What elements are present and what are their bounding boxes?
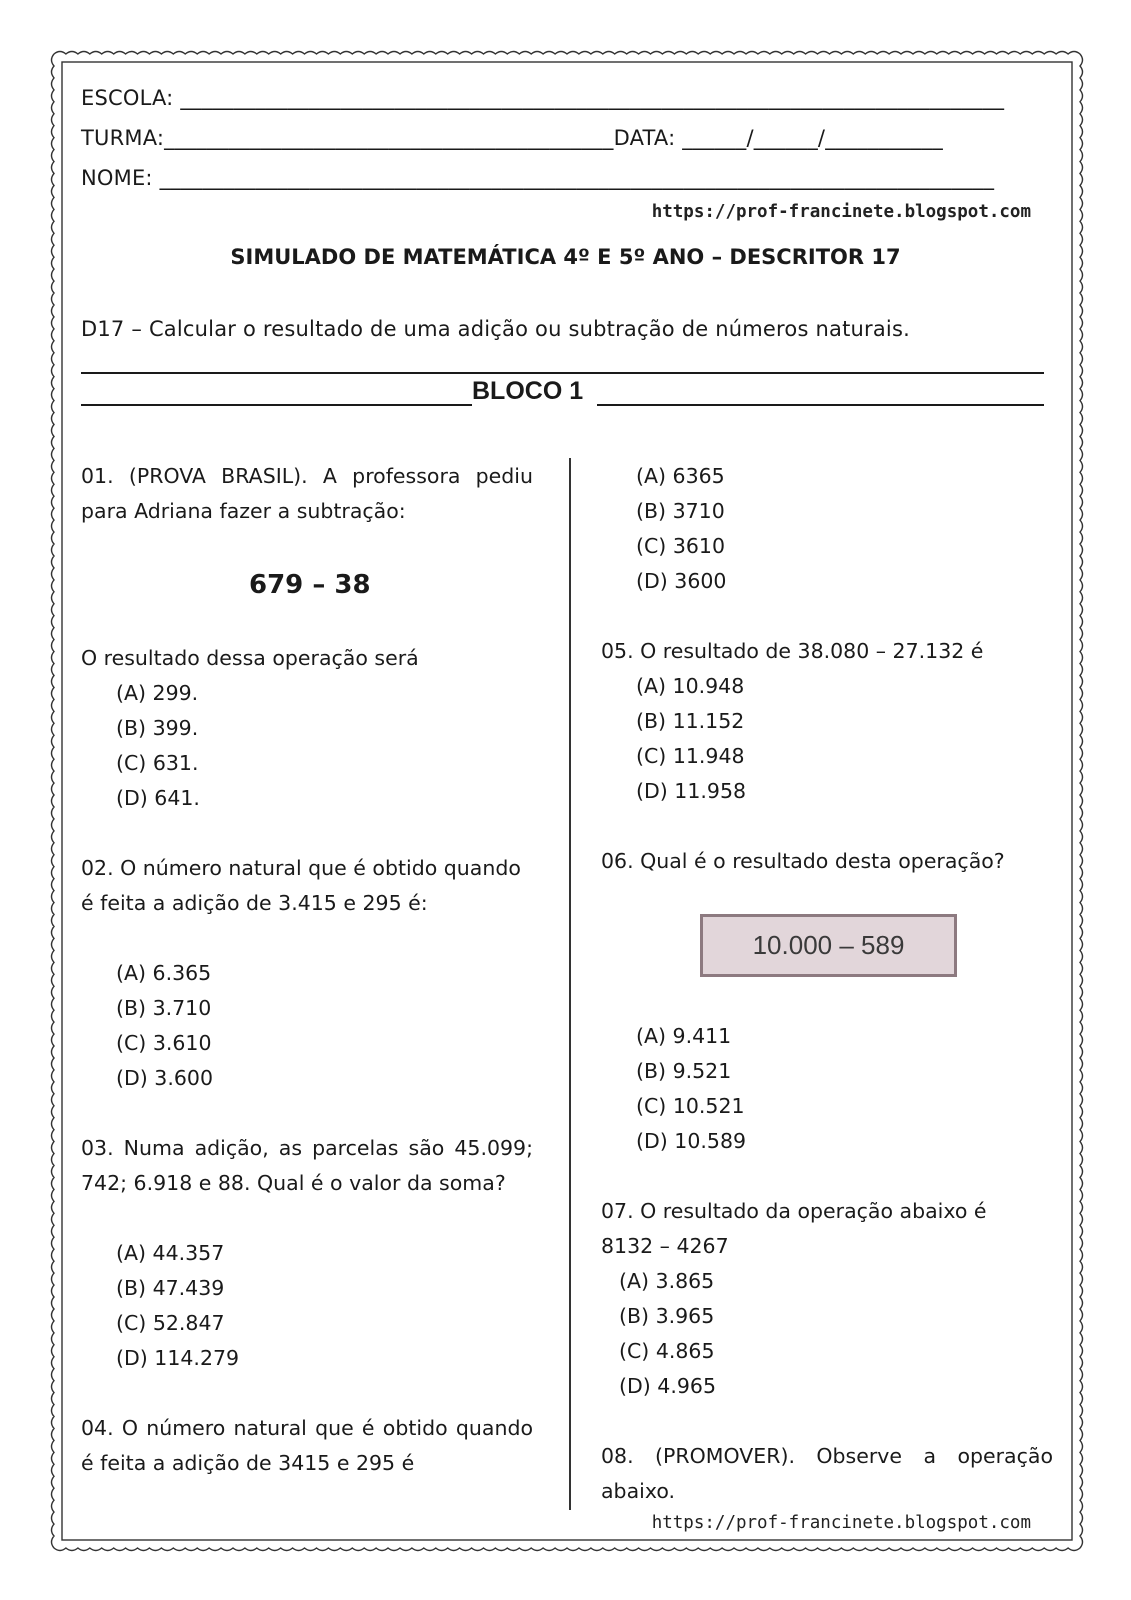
question-text: 08. (PROMOVER). Observe a operação abaixo.	[601, 1444, 1053, 1503]
bloco-label: BLOCO 1	[472, 377, 584, 405]
bloco-left-line	[81, 404, 472, 406]
header-url: https://prof-francinete.blogspot.com	[651, 202, 1031, 222]
option-c: (C) 10.521	[636, 1094, 745, 1118]
question-text: 03. Numa adição, as parcelas são 45.099; 742; 6.918 e 88. Qual é o valor da soma?	[81, 1136, 533, 1195]
option-c: (C) 4.865	[619, 1339, 715, 1363]
option-a: (A) 10.948	[636, 674, 745, 698]
option-b: (B) 3710	[636, 499, 725, 523]
operation-box	[700, 914, 957, 977]
option-c: (C) 11.948	[636, 744, 745, 768]
option-d: (D) 4.965	[619, 1374, 716, 1398]
footer-url: https://prof-francinete.blogspot.com	[651, 1513, 1031, 1533]
option-d: (D) 10.589	[636, 1129, 747, 1153]
question-text: 06. Qual é o resultado desta operação?	[601, 849, 1005, 873]
bloco-right-line	[597, 404, 1044, 406]
option-d: (D) 3600	[636, 569, 727, 593]
option-d: (D) 114.279	[116, 1346, 240, 1370]
option-a: (A) 6365	[636, 464, 725, 488]
option-b: (B) 11.152	[636, 709, 745, 733]
nome-field: NOME: ______________________________________________________________________________	[81, 166, 995, 190]
option-d: (D) 11.958	[636, 779, 747, 803]
question-text: 02. O número natural que é obtido quando é feita a adição de 3.415 e 295 é:	[81, 856, 521, 915]
option-a: (A) 3.865	[619, 1269, 715, 1293]
operation-expression: 8132 – 4267	[601, 1234, 729, 1258]
descriptor-text: D17 – Calcular o resultado de uma adição ou subtração de números naturais.	[81, 317, 910, 341]
option-b: (B) 399.	[116, 716, 199, 740]
question-text: 04. O número natural que é obtido quando é feita a adição de 3415 e 295 é	[81, 1416, 533, 1475]
question-text: 07. O resultado da operação abaixo é	[601, 1199, 987, 1223]
option-c: (C) 3610	[636, 534, 725, 558]
escola-field: ESCOLA: _____________________________________________________________________________	[81, 86, 1005, 110]
operation-expression: 10.000 – 589	[752, 930, 905, 960]
question-prompt: O resultado dessa operação será	[81, 646, 419, 670]
option-a: (A) 44.357	[116, 1241, 225, 1265]
column-divider	[569, 458, 571, 1510]
option-b: (B) 3.965	[619, 1304, 715, 1328]
option-b: (B) 9.521	[636, 1059, 732, 1083]
option-a: (A) 9.411	[636, 1024, 732, 1048]
option-c: (C) 52.847	[116, 1311, 225, 1335]
option-c: (C) 3.610	[116, 1031, 212, 1055]
option-d: (D) 641.	[116, 786, 200, 810]
option-d: (D) 3.600	[116, 1066, 213, 1090]
question-text: 01. (PROVA BRASIL). A professora pediu para Adriana fazer a subtração:	[81, 464, 533, 523]
divider-line	[81, 372, 1044, 374]
option-a: (A) 6.365	[116, 961, 212, 985]
option-a: (A) 299.	[116, 681, 199, 705]
question-text: 05. O resultado de 38.080 – 27.132 é	[601, 639, 984, 663]
operation-expression: 679 – 38	[249, 570, 371, 600]
option-b: (B) 47.439	[116, 1276, 225, 1300]
turma-data-field: TURMA:__________________________________________DATA: ______/______/___________	[81, 126, 943, 150]
option-b: (B) 3.710	[116, 996, 212, 1020]
page-title: SIMULADO DE MATEMÁTICA 4º E 5º ANO – DESCRITOR 17	[230, 245, 901, 269]
option-c: (C) 631.	[116, 751, 199, 775]
